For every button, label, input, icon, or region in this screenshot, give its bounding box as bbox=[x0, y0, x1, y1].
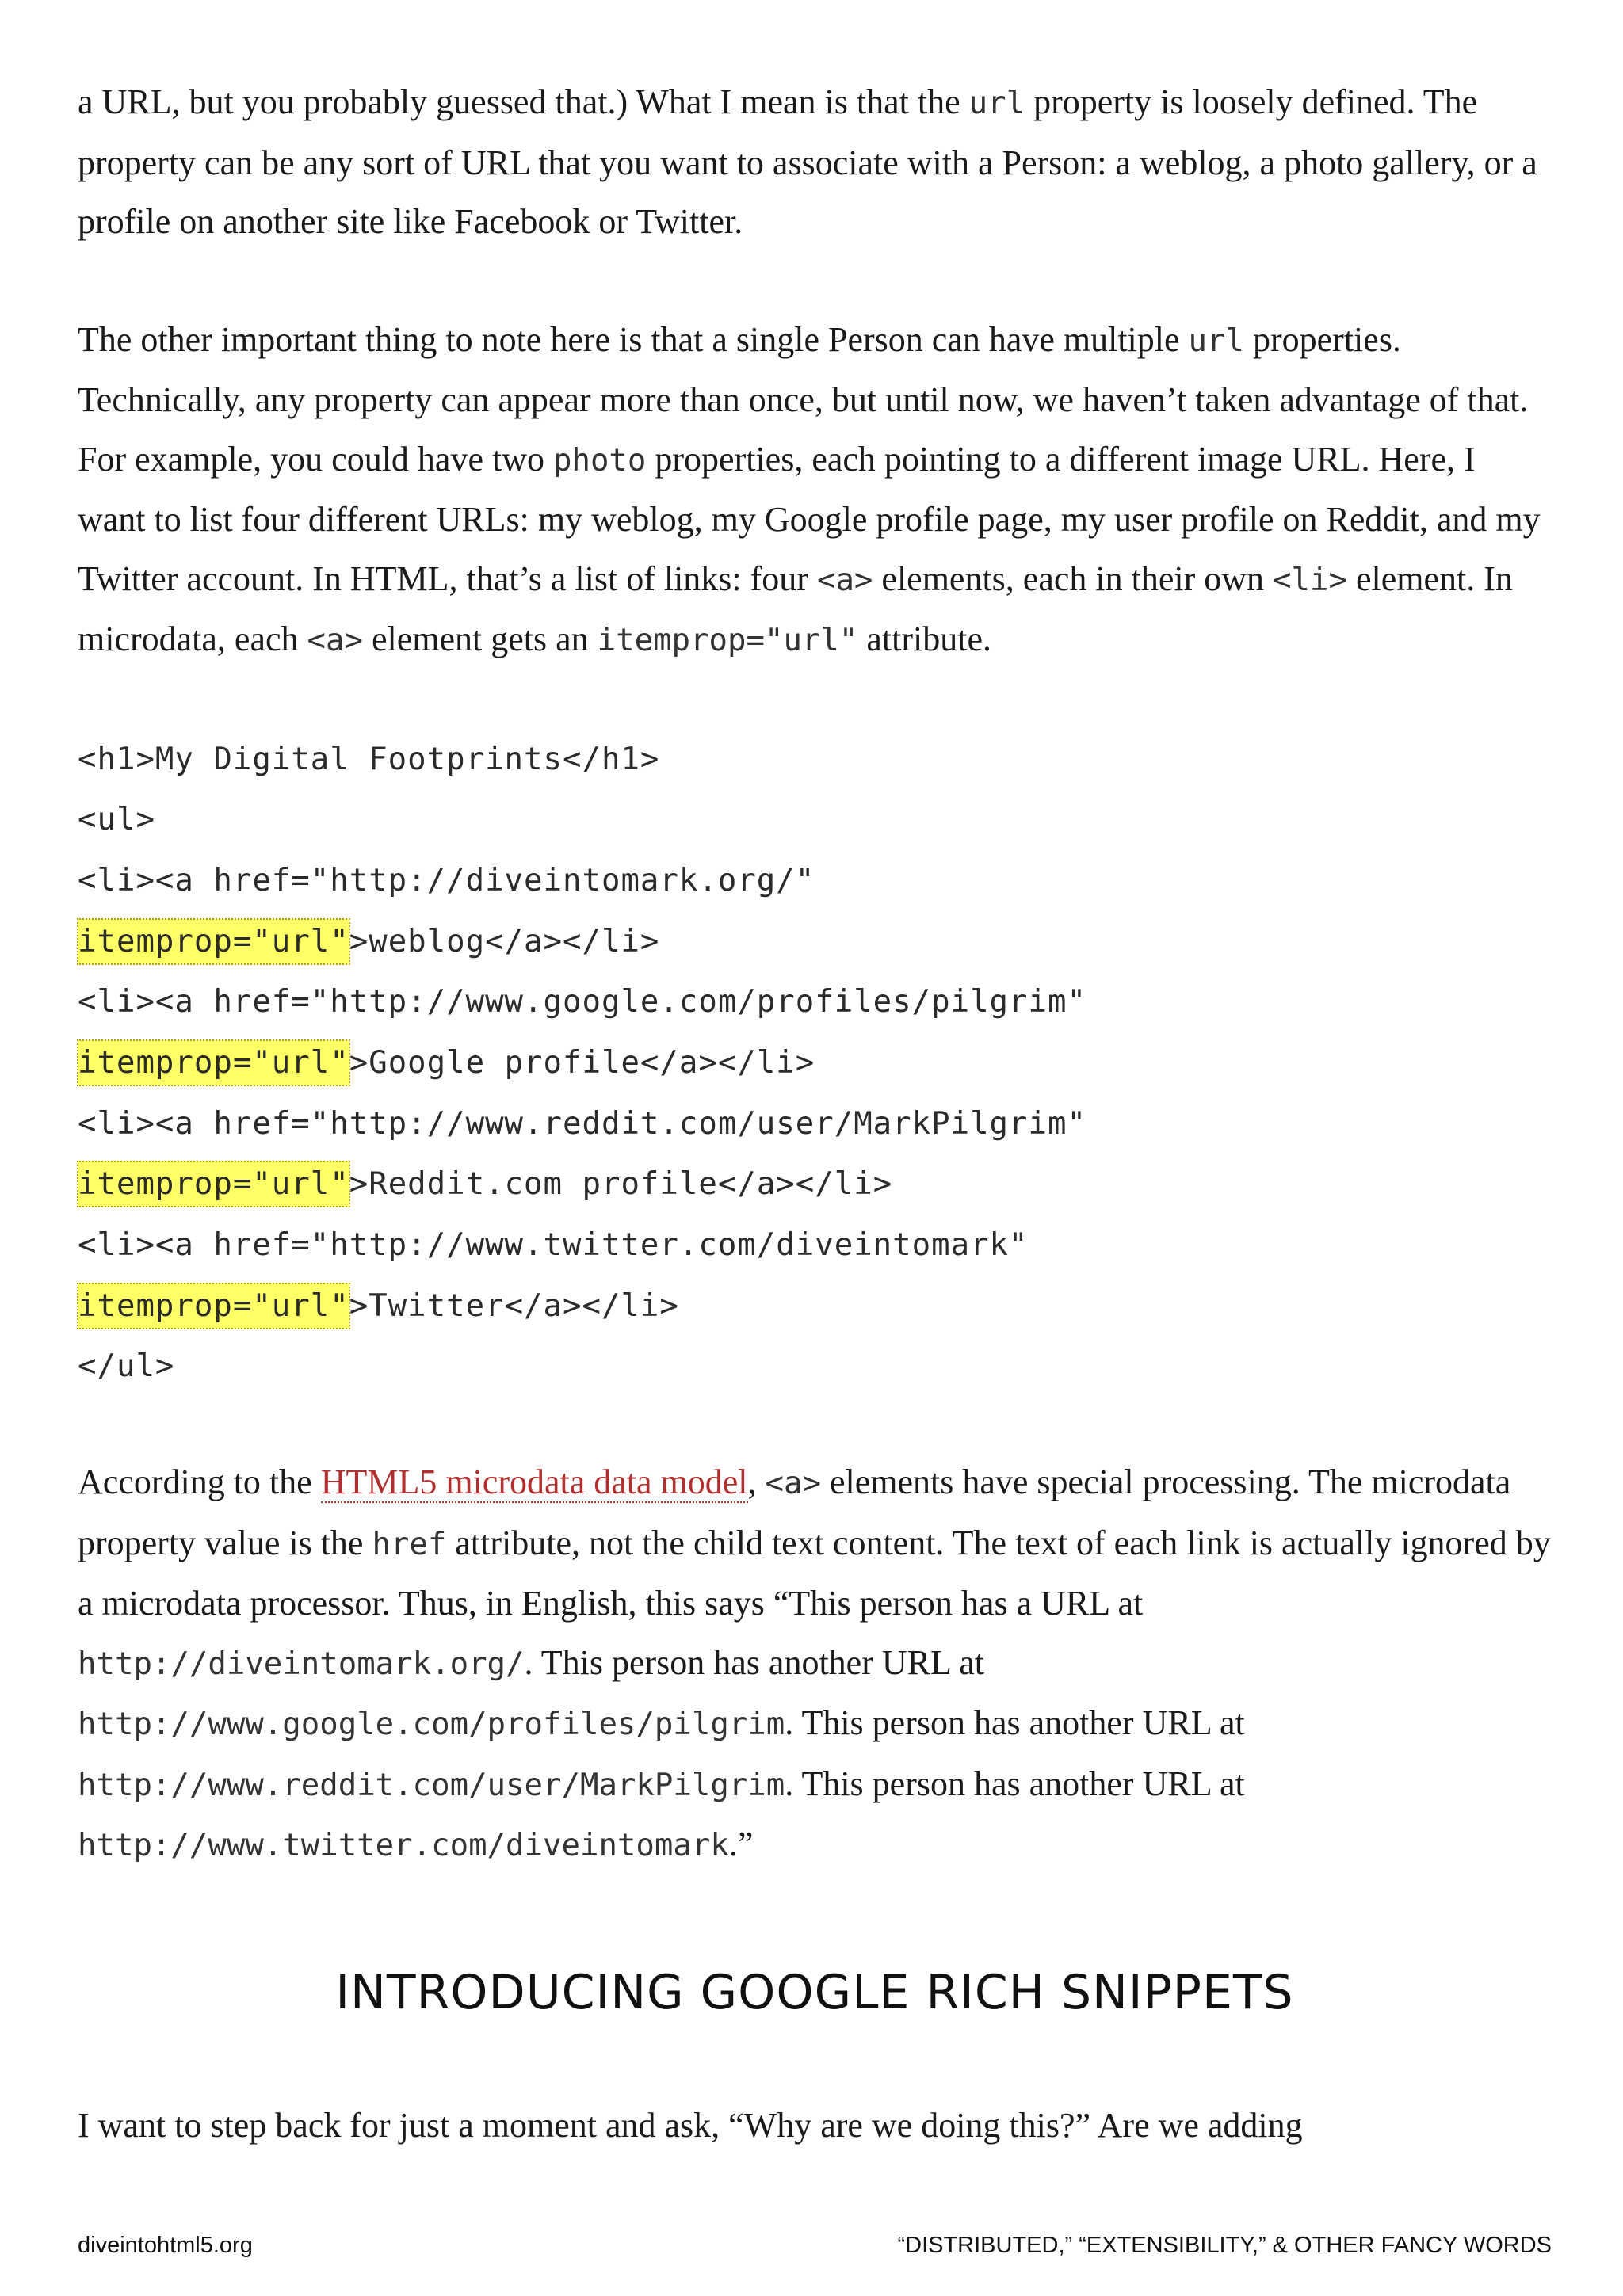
text: . This person has another URL at bbox=[785, 1764, 1245, 1803]
code-line bbox=[78, 1276, 1552, 1337]
code-text: >Reddit.com profile</a></li> bbox=[349, 1166, 893, 1203]
code-line: <h1>My Digital Footprints</h1> bbox=[78, 741, 660, 777]
code-example bbox=[78, 730, 1552, 1398]
code-line bbox=[78, 1154, 1552, 1215]
paragraph-url-definition bbox=[78, 73, 1552, 252]
highlighted-itemprop: itemprop="url" bbox=[78, 1161, 349, 1207]
code-text: >Twitter</a></li> bbox=[349, 1287, 679, 1324]
highlighted-itemprop: itemprop="url" bbox=[78, 1283, 349, 1329]
paragraph-multiple-urls bbox=[78, 311, 1552, 671]
paragraph-step-back: I want to step back for just a moment and ask, “Why are we doing this?” Are we adding bbox=[78, 2105, 1303, 2145]
text: .” bbox=[728, 1825, 754, 1864]
code-line: <li><a href="http://www.reddit.com/user/MarkPilgrim" bbox=[78, 1105, 1086, 1142]
text: properties, each pointing to a different image URL. Here, I want to list four different URLs: my weblog, my Google profile page, my user profile on Reddit, and my Twitter account. In HTML, that’s a list of links: four bbox=[78, 439, 1541, 598]
inline-code: http://www.reddit.com/user/MarkPilgrim bbox=[78, 1767, 785, 1803]
text: element. In microdata, each bbox=[78, 559, 1513, 658]
footer-chapter-title: “DISTRIBUTED,” “EXTENSIBILITY,” & OTHER FANCY WORDS bbox=[897, 2233, 1552, 2258]
text: According to the bbox=[78, 1463, 321, 1502]
text: . This person has another URL at bbox=[524, 1642, 984, 1682]
inline-code: href bbox=[372, 1526, 447, 1562]
text: elements have special processing. The microdata property value is the bbox=[78, 1463, 1511, 1562]
text: element gets an bbox=[362, 620, 598, 658]
code-line: </ul> bbox=[78, 1348, 175, 1385]
inline-code: http://www.twitter.com/diveintomark bbox=[78, 1828, 729, 1864]
text: The other important thing to note here is that a single Person can have multiple bbox=[78, 319, 1189, 359]
inline-code: <li> bbox=[1273, 562, 1347, 598]
inline-code: <a> bbox=[765, 1466, 821, 1502]
text: elements, each in their own bbox=[873, 559, 1274, 598]
text: properties. Technically, any property can appear more than once, but until now, we haven’t taken advantage of that. For example, you could have two bbox=[78, 319, 1529, 479]
code-text: >weblog</a></li> bbox=[349, 923, 660, 959]
page-content bbox=[78, 73, 1552, 2155]
inline-code: <a> bbox=[307, 623, 363, 658]
inline-code: itemprop="url" bbox=[597, 623, 858, 658]
code-line: <li><a href="http://www.twitter.com/diveintomark" bbox=[78, 1227, 1029, 1263]
section-heading: INTRODUCING GOOGLE RICH SNIPPETS bbox=[335, 1964, 1294, 2020]
inline-code: http://www.google.com/profiles/pilgrim bbox=[78, 1707, 785, 1743]
code-line: <li><a href="http://diveintomark.org/" bbox=[78, 862, 815, 898]
code-text: >Google profile</a></li> bbox=[349, 1044, 815, 1081]
code-line bbox=[78, 1033, 1552, 1094]
text: . This person has another URL at bbox=[785, 1703, 1245, 1743]
text: attribute. bbox=[857, 620, 991, 658]
highlighted-itemprop: itemprop="url" bbox=[78, 919, 349, 964]
inline-code: photo bbox=[552, 442, 647, 479]
footer-site: diveintohtml5.org bbox=[78, 2233, 253, 2258]
text: attribute, not the child text content. The text of each link is actually ignored by a microdata processor. Thus, in English, this says “This person has a URL at bbox=[78, 1523, 1551, 1623]
text: property is loosely defined. The property can be any sort of URL that you want to associate with a Person: a weblog, a photo gallery, or a profile on another site like Facebook or Twitter. bbox=[78, 82, 1537, 241]
text: a URL, but you probably guessed that.) What I mean is that the bbox=[78, 82, 969, 121]
paragraph-data-model bbox=[78, 1453, 1552, 1876]
inline-code: http://diveintomark.org/ bbox=[78, 1646, 525, 1682]
code-line: <ul> bbox=[78, 802, 155, 838]
inline-code: url bbox=[968, 86, 1025, 121]
text: , bbox=[747, 1463, 766, 1502]
inline-code: url bbox=[1188, 322, 1244, 359]
code-line: <li><a href="http://www.google.com/profiles/pilgrim" bbox=[78, 984, 1086, 1020]
code-line bbox=[78, 912, 1552, 973]
microdata-data-model-link[interactable]: HTML5 microdata data model bbox=[320, 1463, 748, 1502]
inline-code: <a> bbox=[816, 562, 873, 598]
highlighted-itemprop: itemprop="url" bbox=[78, 1040, 349, 1085]
